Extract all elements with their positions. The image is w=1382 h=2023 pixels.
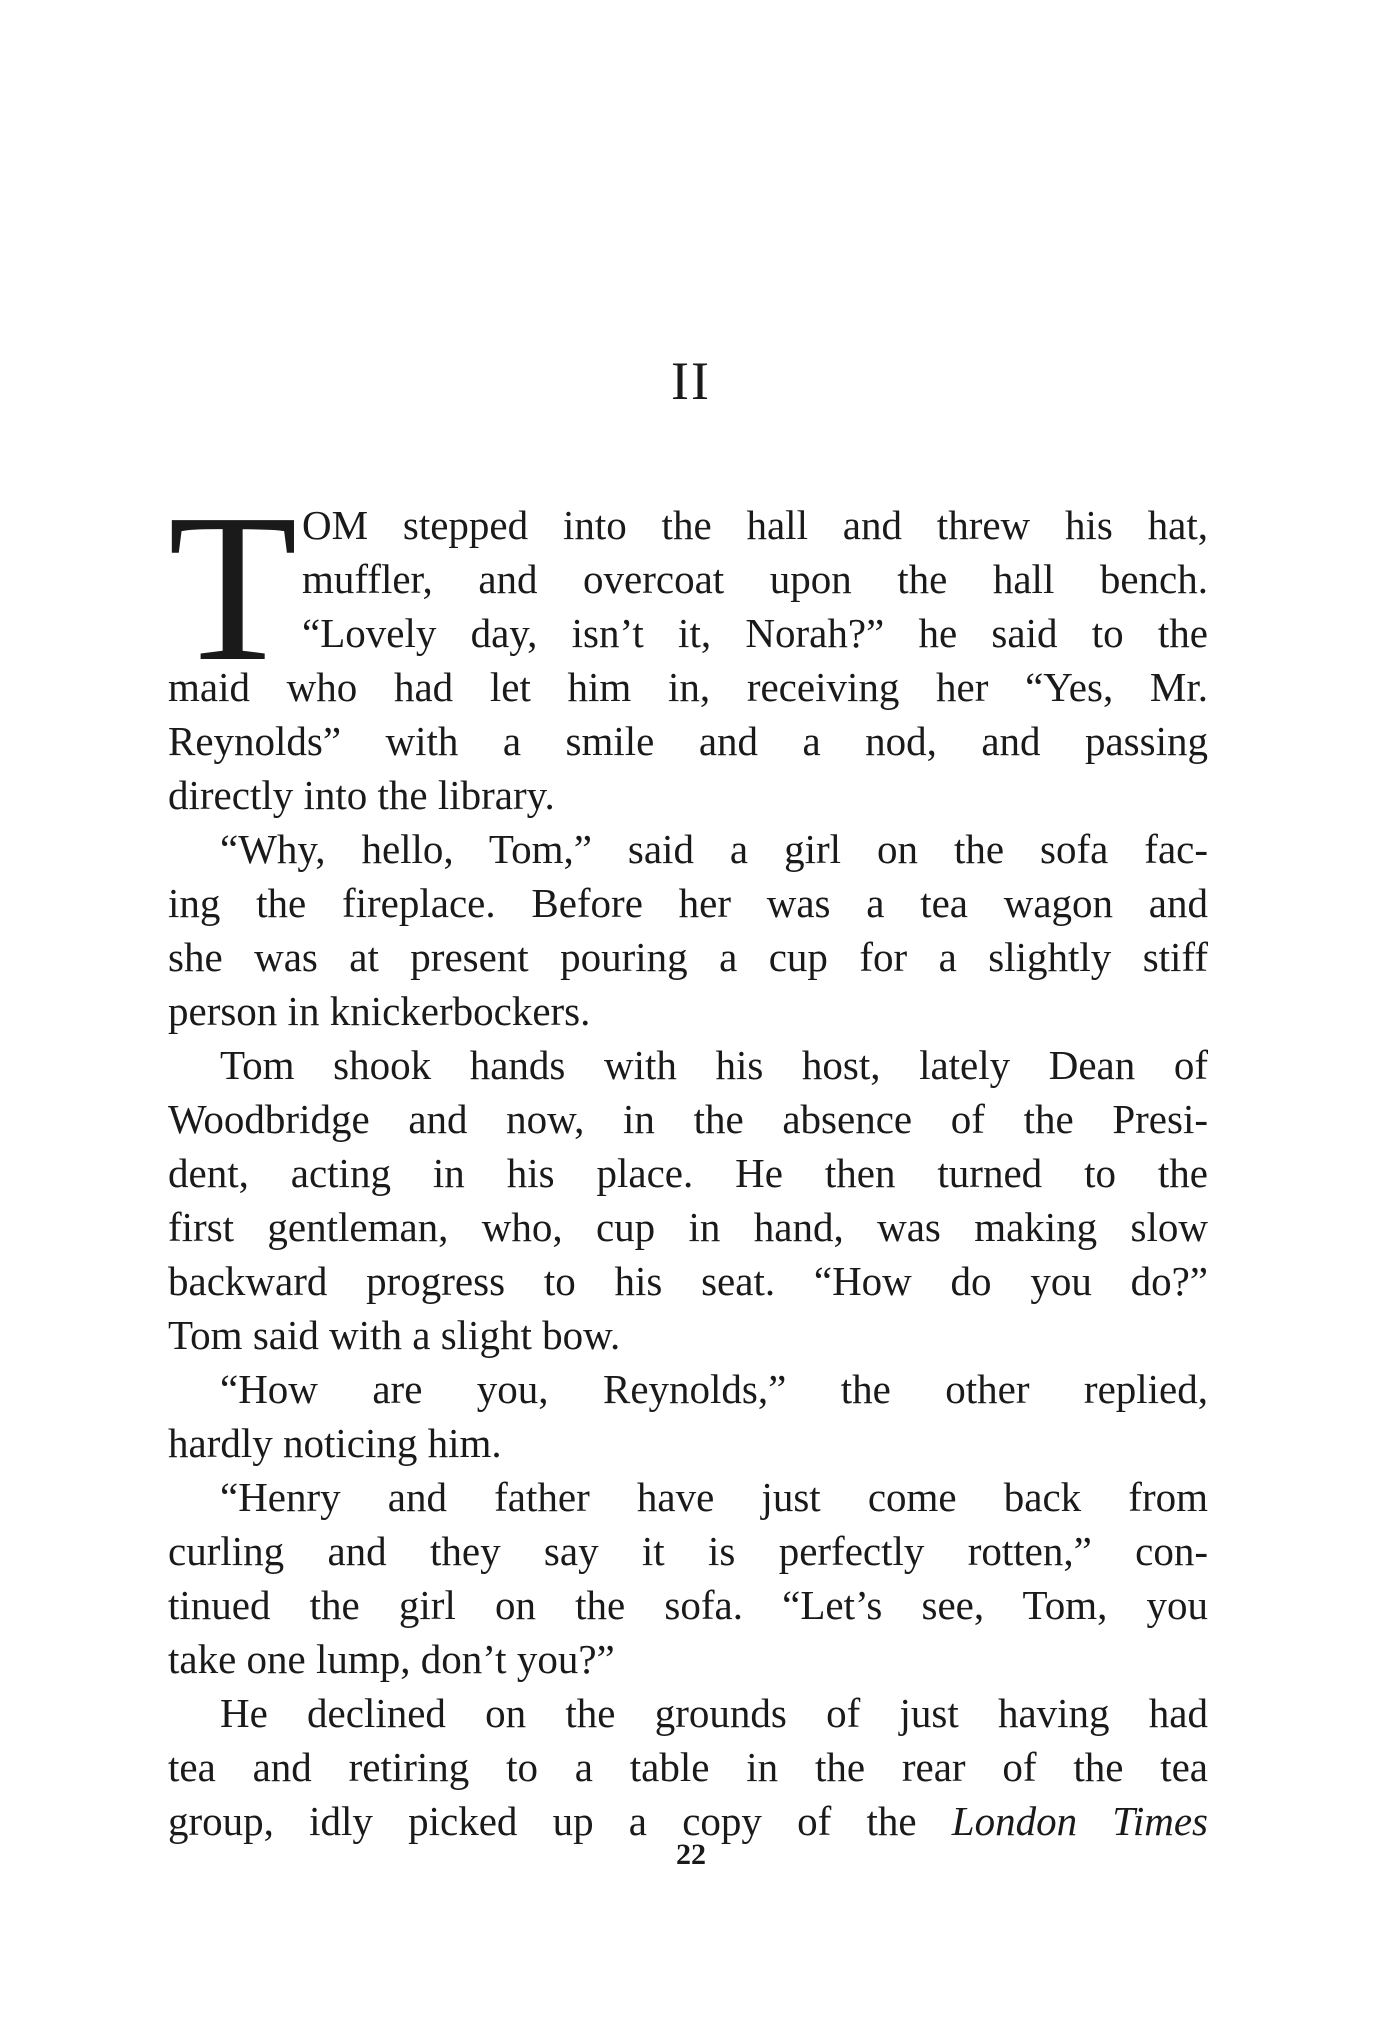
text-line: tea and retiring to a table in the rear of the tea (168, 1744, 1208, 1790)
paragraph-3 (168, 1038, 1208, 1362)
paragraph-2 (168, 822, 1208, 1038)
text-line: backward progress to his seat. “How do you do?” (168, 1258, 1208, 1304)
text-line: person in knickerbockers. (168, 988, 591, 1034)
text-line: “How are you, Reynolds,” the other replied, (220, 1366, 1208, 1412)
text-line: maid who had let him in, receiving her “Yes, Mr. (168, 664, 1208, 710)
text-line: “Lovely day, isn’t it, Norah?” he said to the (302, 610, 1208, 656)
text-line: “Why, hello, Tom,” said a girl on the sofa fac- (220, 826, 1208, 872)
chapter-number: II (671, 351, 711, 411)
text-line: take one lump, don’t you?” (168, 1636, 615, 1682)
text-line: curling and they say it is perfectly rotten,” con- (168, 1528, 1208, 1574)
text-line: she was at present pouring a cup for a slightly stiff (168, 934, 1208, 980)
paragraph-6 (168, 1686, 1208, 1848)
paragraph-1 (168, 470, 1208, 822)
text-line: Reynolds” with a smile and a nod, and passing (168, 718, 1208, 764)
text-line: muffler, and overcoat upon the hall bench. (302, 556, 1208, 602)
text-line: “Henry and father have just come back from (220, 1474, 1208, 1520)
text-line: ing the fireplace. Before her was a tea wagon and (168, 880, 1208, 926)
text-line: dent, acting in his place. He then turned to the (168, 1150, 1208, 1196)
text-line: first gentleman, who, cup in hand, was making slow (168, 1204, 1208, 1250)
text-line: tinued the girl on the sofa. “Let’s see, Tom, you (168, 1582, 1208, 1628)
body-text (168, 470, 1208, 1848)
drop-cap: T (168, 470, 298, 705)
text-line: OM stepped into the hall and threw his hat, (302, 502, 1208, 548)
text-line: directly into the library. (168, 772, 555, 818)
text-line-start: group, idly picked up a copy of the (168, 1798, 917, 1844)
paragraph-5 (168, 1470, 1208, 1686)
text-line: hardly noticing him. (168, 1420, 502, 1466)
text-line: Tom shook hands with his host, lately Dean of (220, 1042, 1208, 1088)
text-line: He declined on the grounds of just having had (220, 1690, 1208, 1736)
text-line: Woodbridge and now, in the absence of the Presi- (168, 1096, 1208, 1142)
text-line: Tom said with a slight bow. (168, 1312, 621, 1358)
paragraph-4 (168, 1362, 1208, 1470)
page-number: 22 (676, 1838, 706, 1871)
newspaper-title: London Times (951, 1798, 1208, 1844)
